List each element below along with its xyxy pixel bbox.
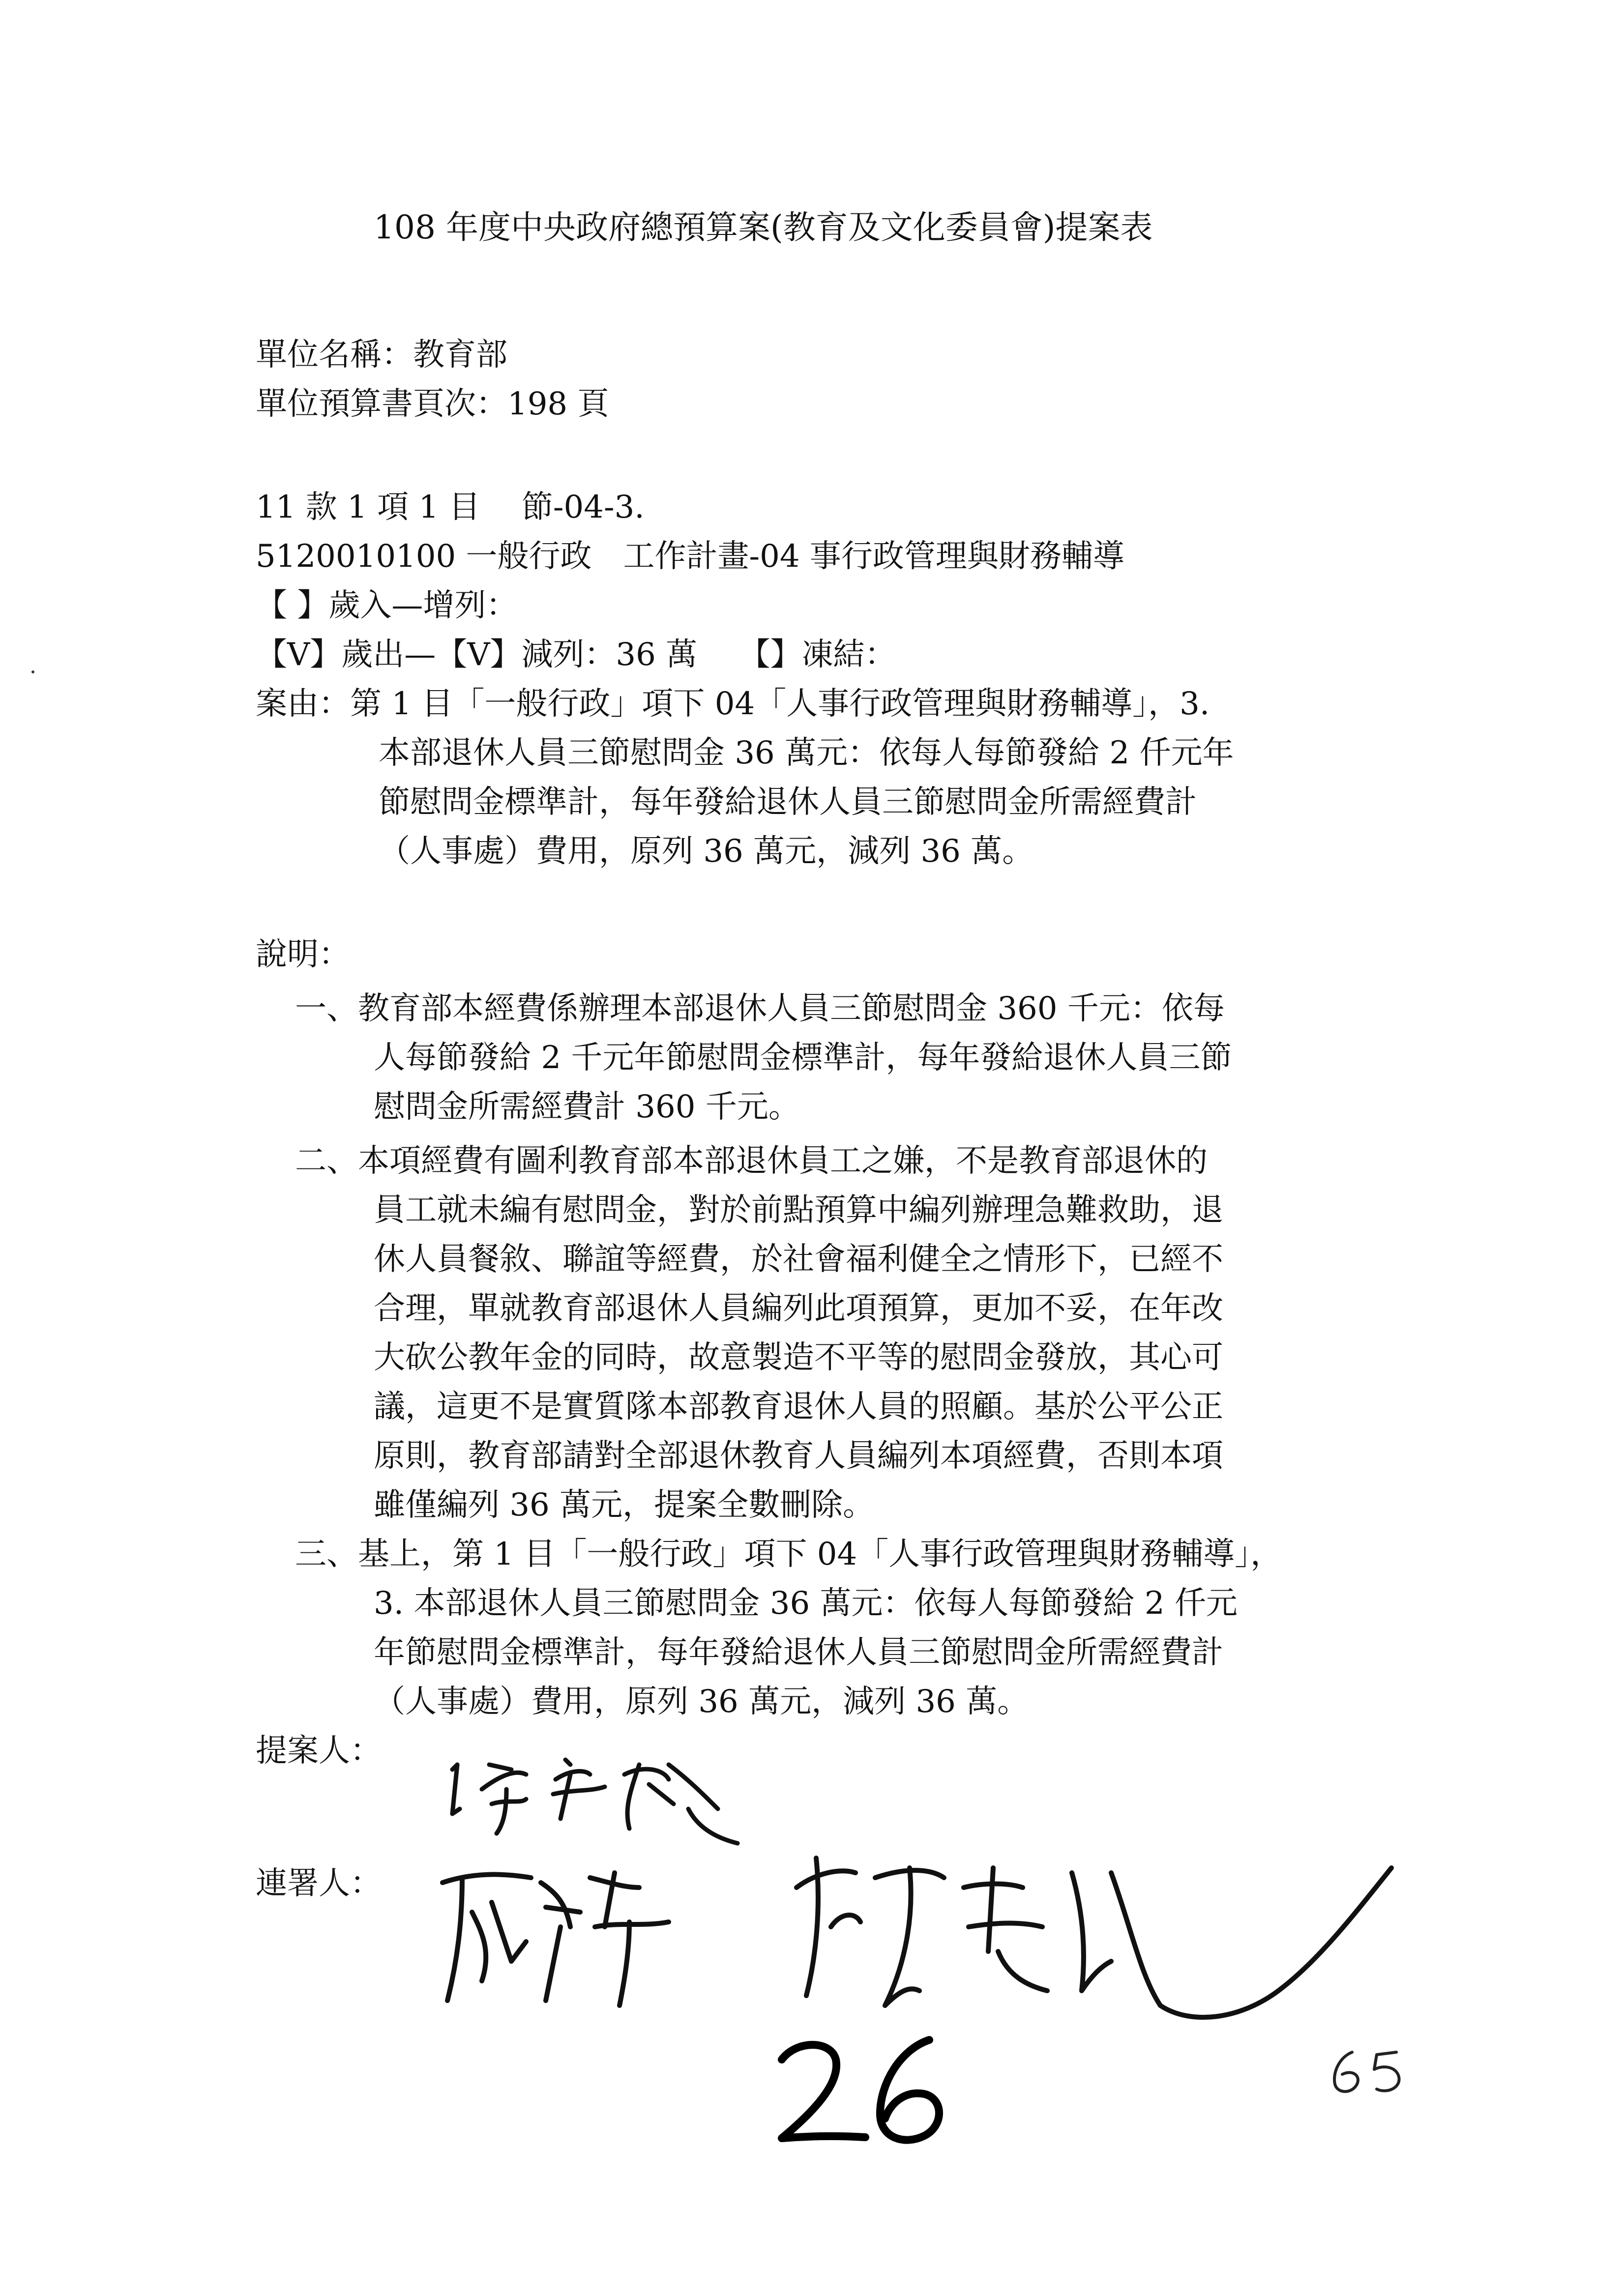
scan-speck [31,670,34,673]
explanation-item-1-line: 人每節發給 2 千元年節慰問金標準計，每年發給退休人員三節 [374,1040,1232,1076]
proposer-label: 提案人： [256,1733,382,1769]
reason-line: 案由：第 1 目「一般行政」項下 04「人事行政管理與財務輔導」，3. [256,686,1210,722]
explanation-item-2-line: 休人員餐敘、聯誼等經費，於社會福利健全之情形下，已經不 [374,1241,1223,1278]
explanation-item-2-line: 員工就未編有慰問金，對於前點預算中編列辦理急難救助，退 [374,1192,1223,1228]
reason-line: 節慰問金標準計，每年發給退休人員三節慰問金所需經費計 [379,784,1197,820]
cosigner-signature-2-icon [787,1829,1406,2035]
budget-item-line: 11 款 1 項 1 目 節-04-3. [256,489,645,525]
explanation-item-2-line: 雖僅編列 36 萬元，提案全數刪除。 [374,1487,875,1523]
explanation-item-2-line: 大砍公教年金的同時，故意製造不平等的慰問金發放，其心可 [374,1339,1223,1376]
explanation-item-3-line: 3. 本部退休人員三節慰問金 36 萬元：依每人每節發給 2 仟元 [374,1585,1238,1622]
unit-name: 單位名稱：教育部 [256,337,507,373]
income-line: 【 】歲入—增列： [256,587,518,624]
explanation-item-1-line: 慰問金所需經費計 360 千元。 [374,1089,800,1125]
explanation-item-1-line: 一、教育部本經費係辦理本部退休人員三節慰問金 360 千元：依每 [295,990,1225,1027]
cosigner-signature-1-icon [433,1853,708,2020]
explanation-item-2-line: 合理，單就教育部退休人員編列此項預算，更加不妥，在年改 [374,1290,1223,1327]
document-title: 108 年度中央政府總預算案(教育及文化委員會)提案表 [374,208,1153,246]
explanation-heading: 說明： [256,936,350,973]
reason-line: （人事處）費用，原列 36 萬元，減列 36 萬。 [379,833,1034,870]
budget-program-line: 5120010100 一般行政 工作計畫-04 事行政管理與財務輔導 [256,538,1124,575]
cosigner-label: 連署人： [256,1865,382,1902]
corner-number [1323,2045,1421,2099]
explanation-item-2-line: 二、本項經費有圖利教育部本部退休員工之嫌，不是教育部退休的 [295,1143,1208,1179]
reason-line: 本部退休人員三節慰問金 36 萬元：依每人每節發給 2 仟元年 [379,735,1234,771]
explanation-item-3-line: （人事處）費用，原列 36 萬元，減列 36 萬。 [374,1684,1029,1720]
expense-line: 【V】歲出—【V】減列：36 萬 【】凍結： [256,637,896,673]
explanation-item-3-line: 年節慰問金標準計，每年發給退休人員三節慰問金所需經費計 [374,1634,1223,1671]
explanation-item-2-line: 原則，教育部請對全部退休教育人員編列本項經費，否則本項 [374,1438,1223,1474]
page-number [767,2030,974,2153]
unit-page: 單位預算書頁次：198 頁 [256,386,609,422]
explanation-item-2-line: 議，這更不是實質隊本部教育退休人員的照顧。基於公平公正 [374,1389,1223,1425]
explanation-item-3-line: 三、基上，第 1 目「一般行政」項下 04「人事行政管理與財務輔導」， [295,1536,1282,1572]
proposer-signature-icon [443,1735,757,1853]
